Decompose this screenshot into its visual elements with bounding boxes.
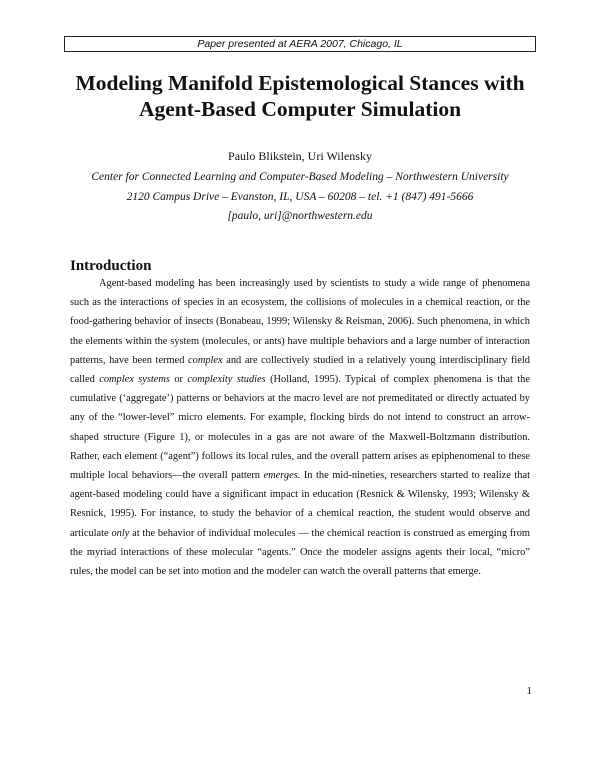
body-text-5: In the mid-nineties, researchers started to realize that agent-based modeling could have a significant impact in education (Resnick & Wilensky, 1993; Wilensky & Resnick, 1995). For instance, to study the behavior of a chemical reaction, the student would observe and articulate xyxy=(70,470,530,539)
body-text-3: or xyxy=(169,374,188,386)
emphasis-emerges: emerges. xyxy=(263,470,301,482)
emphasis-complex-systems: complex systems xyxy=(99,374,170,386)
conference-label: Paper presented at AERA 2007, Chicago, IL xyxy=(197,38,403,50)
page-number: 1 xyxy=(526,685,532,697)
affiliation-line: Center for Connected Learning and Computer-Based Modeling – Northwestern University xyxy=(91,171,509,183)
title-line-1: Modeling Manifold Epistemological Stances with xyxy=(75,71,525,95)
emphasis-complexity-studies: complexity studies xyxy=(187,374,266,386)
emphasis-only: only xyxy=(111,527,130,539)
body-text-4: (Holland, 1995). Typical of complex phenomena is that the cumulative (‘aggregate’) patterns or behaviors at the macro level are not premeditated or directly actuated by any of the “lower-level” micro elements. For example, flocking birds do not intend to construct an arrow-shaped structure (Figure 1), or molecules in a gas are not aware of the Maxwell-Boltzmann distribution. Rather, each element (“agent”) follows its local rules, and the overall pattern arises as epiphenomenal to these multiple local behaviors—the overall pattern xyxy=(70,374,530,482)
authors: Paulo Blikstein, Uri Wilensky xyxy=(228,149,372,163)
section-heading: Introduction xyxy=(70,258,152,274)
paper-title xyxy=(40,70,560,122)
title-line-2: Agent-Based Computer Simulation xyxy=(138,97,462,121)
affiliation-block xyxy=(40,168,560,227)
body-text-1: Agent-based modeling has been increasingly used by scientists to study a wide range of phenomena such as the interactions of species in an ecosystem, the collisions of molecules in a chemical reaction, or the food-gathering behavior of insects (Bonabeau, 1999; Wilensky & Reisman, 2006). Such phenomena, in which the elements within the system (molecules, or ants) have multiple behaviors and a large number of interaction patterns, have been termed xyxy=(70,278,530,366)
conference-header xyxy=(64,36,536,52)
address-line: 2120 Campus Drive – Evanston, IL, USA – 60208 – tel. +1 (847) 491-5666 xyxy=(126,190,474,203)
email-line: [paulo, uri]@northwestern.edu xyxy=(227,210,373,222)
body-paragraph xyxy=(70,274,530,581)
body-text-6: at the behavior of individual molecules — the chemical reaction is construed as emerging from the myriad interactions of these molecular “agents.” Once the modeler assigns agents their local, “micro” rules, the model can be set into motion and the modeler can watch the overall patterns that emerge. xyxy=(70,527,531,578)
body-text-2: and are collectively studied in a relatively young interdisciplinary field called xyxy=(70,354,530,386)
emphasis-complex: complex xyxy=(188,354,223,366)
